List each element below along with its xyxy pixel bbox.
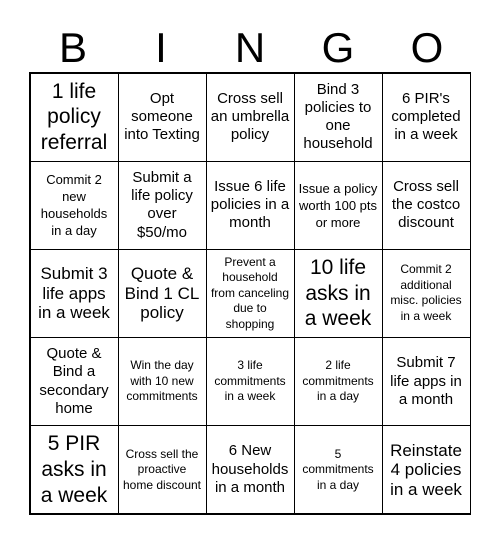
- bingo-cell[interactable]: 1 life policy referral: [30, 73, 119, 162]
- bingo-cell[interactable]: Cross sell the costco discount: [382, 161, 471, 250]
- bingo-cell[interactable]: Bind 3 policies to one household: [294, 73, 383, 162]
- bingo-cell[interactable]: Submit a life policy over $50/mo: [118, 161, 207, 250]
- header-letter-g: G: [321, 24, 355, 71]
- bingo-cell[interactable]: Quote & Bind a secondary home: [30, 337, 119, 426]
- bingo-cell[interactable]: Prevent a household from canceling due to shopping: [206, 249, 295, 338]
- header-letter-n: N: [234, 24, 266, 71]
- bingo-cell[interactable]: 5 PIR asks in a week: [30, 425, 119, 514]
- bingo-grid: [29, 72, 471, 515]
- bingo-cell[interactable]: Issue a policy worth 100 pts or more: [294, 161, 383, 250]
- bingo-cell[interactable]: Win the day with 10 new commitments: [118, 337, 207, 426]
- bingo-cell[interactable]: Submit 3 life apps in a week: [30, 249, 119, 338]
- bingo-cell[interactable]: 10 life asks in a week: [294, 249, 383, 338]
- header-letter-i: I: [155, 24, 167, 71]
- bingo-cell[interactable]: Quote & Bind 1 CL policy: [118, 249, 207, 338]
- bingo-cell[interactable]: 3 life commitments in a week: [206, 337, 295, 426]
- bingo-cell[interactable]: 6 PIR's completed in a week: [382, 73, 471, 162]
- header-letter-o: O: [410, 24, 444, 71]
- bingo-cell[interactable]: Commit 2 additional misc. policies in a week: [382, 249, 471, 338]
- bingo-cell[interactable]: Cross sell an umbrella policy: [206, 73, 295, 162]
- bingo-cell[interactable]: 5 commitments in a day: [294, 425, 383, 514]
- bingo-cell[interactable]: Commit 2 new households in a day: [30, 161, 119, 250]
- header-letter-b: B: [58, 24, 87, 71]
- bingo-header: [29, 24, 471, 72]
- bingo-cell[interactable]: Submit 7 life apps in a month: [382, 337, 471, 426]
- bingo-cell[interactable]: Cross sell the proactive home discount: [118, 425, 207, 514]
- bingo-cell[interactable]: 2 life commitments in a day: [294, 337, 383, 426]
- bingo-cell[interactable]: Issue 6 life policies in a month: [206, 161, 295, 250]
- bingo-cell[interactable]: Reinstate 4 policies in a week: [382, 425, 471, 514]
- bingo-cell[interactable]: 6 New households in a month: [206, 425, 295, 514]
- bingo-cell[interactable]: Opt someone into Texting: [118, 73, 207, 162]
